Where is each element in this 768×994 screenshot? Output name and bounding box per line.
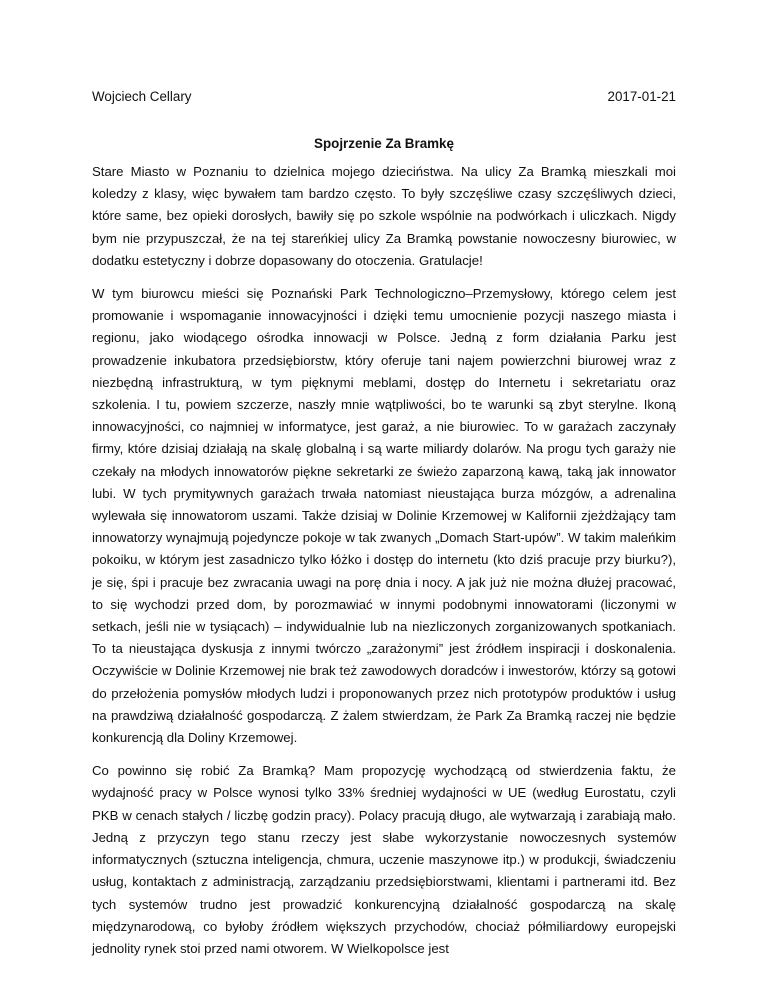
document-date: 2017-01-21 [607,89,676,104]
document-title: Spojrzenie Za Bramkę [314,136,454,151]
author-name: Wojciech Cellary [92,89,192,104]
paragraph: Co powinno się robić Za Bramką? Mam propozycję wychodzącą od stwierdzenia faktu, że wydajność pracy w Polsce wynosi tylko 33% średniej wydajności w UE (według Eurostatu, czyli PKB w cenach stałych / liczbę godzin pracy). Polacy pracują długo, ale wytwarzają i zarabiają mało. Jedną z przyczyn tego stanu rzeczy jest słabe wykorzystanie nowoczesnych systemów informatycznych (sztuczna inteligencja, chmura, uczenie maszynowe itp.) w produkcji, świadczeniu usług, kontaktach z administracją, zarządzaniu przedsiębiorstwami, klientami i partnerami itd. Bez tych systemów trudno jest prowadzić konkurencyjną działalność gospodarczą na skalę międzynarodową, co byłoby źródłem większych przychodów, chociaż półmiliardowy europejski jednolity rynek stoi przed nami otworem. W Wielkopolsce jest [92,763,676,956]
paragraph: W tym biurowcu mieści się Poznański Park Technologiczno–Przemysłowy, którego celem jest promowanie i wspomaganie innowacyjności i dzięki temu umocnienie pozycji naszego miasta i regionu, jako wiodącego ośrodka innowacji w Polsce. Jedną z form działania Parku jest prowadzenie inkubatora przedsiębiorstw, który oferuje tani najem powierzchni biurowej wraz z niezbędną infrastrukturą, w tym pięknymi meblami, dostęp do Internetu i sekretariatu oraz szkolenia. I tu, powiem szczerze, naszły mnie wątpliwości, bo te warunki są zbyt sterylne. Ikoną innowacyjności, co najmniej w informatyce, jest garaż, a nie biurowiec. To w garażach zaczynały firmy, które dzisiaj działają na skalę globalną i są warte miliardy dolarów. Na progu tych garaży nie czekały na młodych innowatorów piękne sekretarki ze świeżo zaparzoną kawą, taką jak innowator lubi. W tych prymitywnych garażach trwała natomiast nieustająca burza mózgów, a adrenalina wylewała się innowatorom uszami. Także dzisiaj w Dolinie Krzemowej w Kalifornii zjeżdżający tam innowatorzy wynajmują pojedyncze pokoje w tak zwanych „Domach Start-upów”. W takim maleńkim pokoiku, w którym jest zasadniczo tylko łóżko i dostęp do internetu (kto dziś pracuje przy biurku?), je się, śpi i pracuje bez zwracania uwagi na porę dnia i nocy. A jak już nie można dłużej pracować, to się wychodzi przed dom, by porozmawiać w innymi podobnymi innowatorami (liczonymi w setkach, jeśli nie w tysiącach) – indywidualnie lub na niezliczonych zorganizowanych spotkaniach. To ta nieustająca dyskusja z innymi twórczo „zarażonymi” jest źródłem inspiracji i doskonalenia. Oczywiście w Dolinie Krzemowej nie brak też zawodowych doradców i inwestorów, którzy są gotowi do przełożenia pomysłów młodych ludzi i proponowanych przez nich prototypów produktów i usług na prawdziwą działalność gospodarczą. Z żalem stwierdzam, że Park Za Bramką raczej nie będzie konkurencją dla Doliny Krzemowej. [92,286,676,746]
document-page [92,86,676,960]
paragraph: Stare Miasto w Poznaniu to dzielnica mojego dzieciństwa. Na ulicy Za Bramką mieszkali moi koledzy z klasy, więc bywałem tam bardzo często. To były szczęśliwe czasy szczęśliwych dzieci, które same, bez opieki dorosłych, bawiły się po szkole wspólnie na podwórkach i uliczkach. Nigdy bym nie przypuszczał, że na tej stareńkiej ulicy Za Bramką powstanie nowoczesny biurowiec, w dodatku estetyczny i dobrze dopasowany do otoczenia. Gratulacje! [92,164,676,268]
document-header [92,86,676,108]
